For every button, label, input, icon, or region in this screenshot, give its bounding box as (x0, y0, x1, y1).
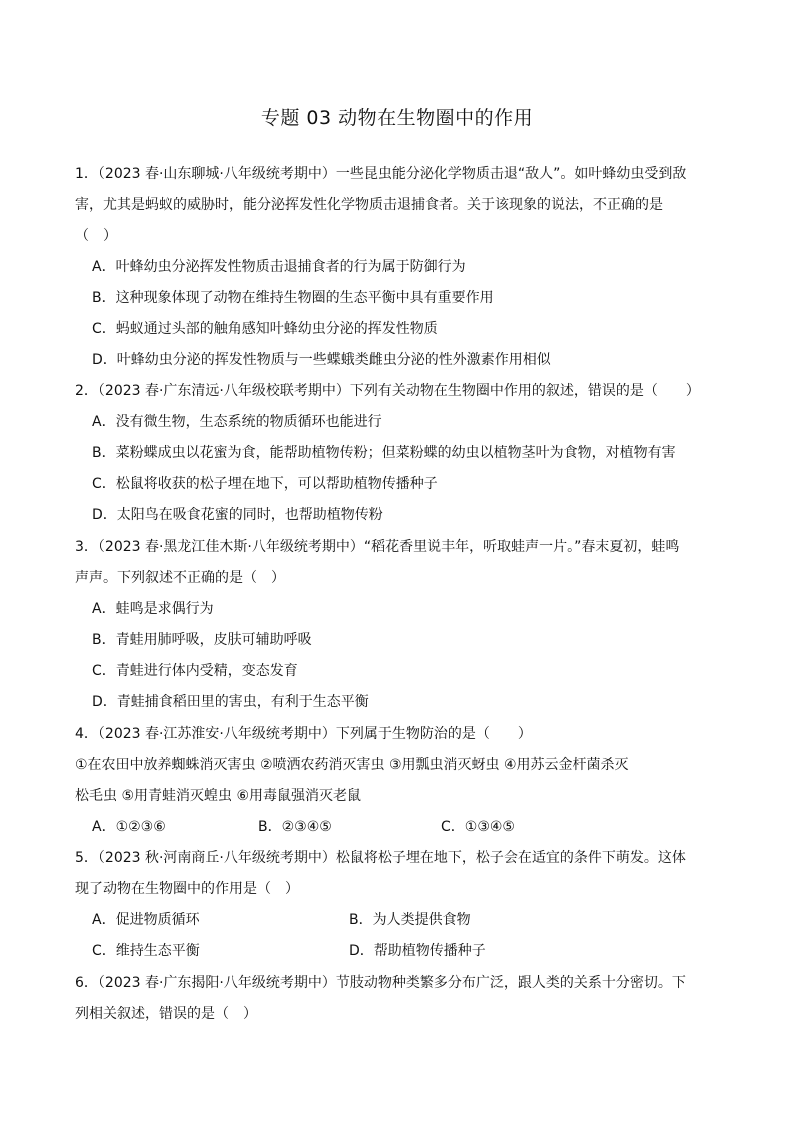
question-1-stem-line-3: （ ） (75, 228, 117, 244)
question-2-option-d: D．太阳鸟在吸食花蜜的同时，也帮助植物传粉 (92, 507, 383, 523)
question-2-option-c: C．松鼠将收获的松子埋在地下，可以帮助植物传播种子 (92, 476, 438, 492)
question-1-option-b: B．这种现象体现了动物在维持生物圈的生态平衡中具有重要作用 (92, 290, 494, 306)
question-4-stem-line-1: 4．（2023 春·江苏淮安·八年级统考期中）下列属于生物防治的是（ ） (75, 726, 532, 742)
question-5-option-b: B．为人类提供食物 (349, 912, 471, 928)
question-5-option-c: C．维持生态平衡 (92, 943, 200, 959)
question-4-stem-line-2: ①在农田中放养蜘蛛消灭害虫 ②喷洒农药消灭害虫 ③用瓢虫消灭蚜虫 ④用苏云金杆菌杀灭 (75, 757, 629, 773)
question-3-stem-line-2: 声声。下列叙述不正确的是（ ） (75, 570, 285, 586)
question-1-option-c: C．蚂蚁通过头部的触角感知叶蜂幼虫分泌的挥发性物质 (92, 321, 438, 337)
question-2-option-a: A．没有微生物，生态系统的物质循环也能进行 (92, 414, 382, 430)
question-5-stem-line-1: 5．（2023 秋·河南商丘·八年级统考期中）松鼠将松子埋在地下，松子会在适宜的条件下萌发。这体 (75, 850, 686, 866)
question-5-stem-line-2: 现了动物在生物圈中的作用是（ ） (75, 881, 299, 897)
question-3-stem-line-1: 3．（2023 春·黑龙江佳木斯·八年级统考期中）“稻花香里说丰年，听取蛙声一片。”春末夏初，蛙鸣 (75, 539, 680, 555)
question-1-stem-line-2: 害，尤其是蚂蚁的威胁时，能分泌挥发性化学物质击退捕食者。关于该现象的说法，不正确的是 (75, 197, 663, 213)
question-3-option-a: A．蛙鸣是求偶行为 (92, 601, 214, 617)
question-3-option-b: B．青蛙用肺呼吸，皮肤可辅助呼吸 (92, 632, 312, 648)
question-4-option-c: C．①③④⑤ (441, 819, 515, 835)
question-4-stem-line-3: 松毛虫 ⑤用青蛙消灭蝗虫 ⑥用毒鼠强消灭老鼠 (75, 788, 362, 804)
question-4-option-a: A．①②③⑥ (92, 819, 166, 835)
page-title: 专题 03 动物在生物圈中的作用 (260, 107, 534, 129)
question-2-option-b: B．菜粉蝶成虫以花蜜为食，能帮助植物传粉；但菜粉蝶的幼虫以植物茎叶为食物，对植物有害 (92, 445, 676, 461)
question-4-option-b: B．②③④⑤ (258, 819, 332, 835)
question-1-stem-line-1: 1．（2023 春·山东聊城·八年级统考期中）一些昆虫能分泌化学物质击退“敌人”。如叶蜂幼虫受到敌 (75, 166, 687, 182)
question-3-option-c: C．青蛙进行体内受精，变态发育 (92, 663, 298, 679)
question-5-option-d: D．帮助植物传播种子 (349, 943, 486, 959)
question-1-option-d: D．叶蜂幼虫分泌的挥发性物质与一些蝶蛾类雌虫分泌的性外激素作用相似 (92, 352, 551, 368)
question-1-option-a: A．叶蜂幼虫分泌挥发性物质击退捕食者的行为属于防御行为 (92, 259, 466, 275)
question-2-stem-line-1: 2．（2023 春·广东清远·八年级校联考期中）下列有关动物在生物圈中作用的叙述，错误的是（ ） (75, 383, 700, 399)
question-5-option-a: A．促进物质循环 (92, 912, 200, 928)
question-6-stem-line-2: 列相关叙述，错误的是（ ） (75, 1006, 257, 1022)
question-3-option-d: D．青蛙捕食稻田里的害虫，有利于生态平衡 (92, 694, 369, 710)
question-6-stem-line-1: 6．（2023 春·广东揭阳·八年级统考期中）节肢动物种类繁多分布广泛，跟人类的关系十分密切。下 (75, 975, 686, 991)
